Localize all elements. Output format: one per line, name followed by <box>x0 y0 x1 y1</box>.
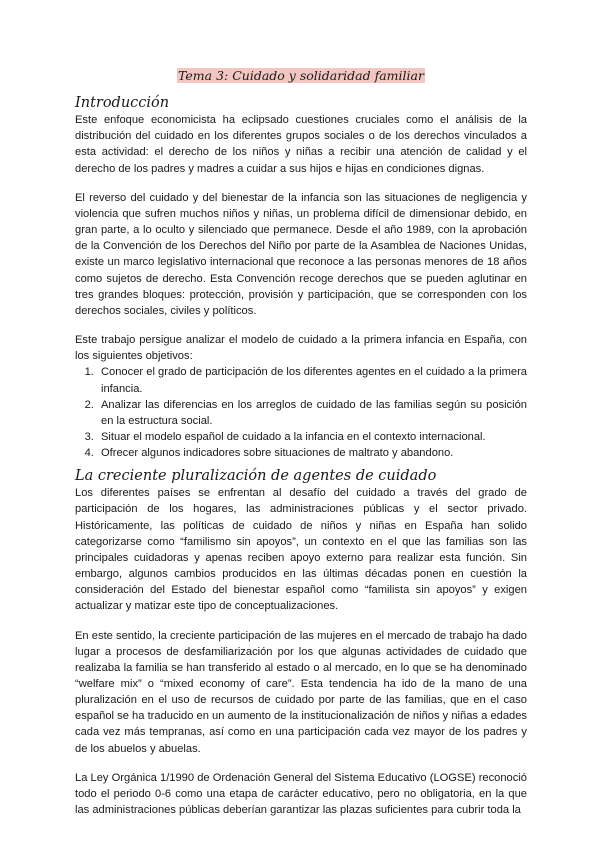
paragraph: Este trabajo persigue analizar el modelo de cuidado a la primera infancia en España, con los siguientes objetivos: <box>75 334 527 363</box>
list-item: 4. Ofrecer algunos indicadores sobre situaciones de maltrato y abandono. <box>97 445 527 461</box>
section-heading: La creciente pluralización de agentes de cuidado <box>75 468 437 485</box>
section-pluralizacion <box>75 467 527 818</box>
objectives-list <box>75 364 527 461</box>
paragraph: En este sentido, la creciente participación de las mujeres en el mercado de trabajo ha dado lugar a procesos de desfamiliarización por los que algunas actividades de cuidado que realizaba la familia se han transferido al estado o al mercado, en lo que se ha denominado “welfare mix” o “mixed economy of care”. Esta tendencia ha ido de la mano de una pluralización en el uso de recursos de cuidado por parte de las familias, que en el caso español se ha traducido en un aumento de la institucionalización de niños y niñas a edades cada vez más tempranas, así como en una participación cada vez mayor de los padres y de los abuelos y abuelas. <box>75 629 527 755</box>
paragraph: La Ley Orgánica 1/1990 de Ordenación General del Sistema Educativo (LOGSE) reconoció todo el periodo 0-6 como una etapa de carácter educativo, pero no obligatoria, en la que las administraciones públicas deberían garantizar las plazas suficientes para cubrir toda la <box>75 771 527 817</box>
section-introduccion <box>75 94 527 461</box>
paragraph: El reverso del cuidado y del bienestar de la infancia son las situaciones de negligencia y violencia que sufren muchos niños y niñas, un problema difícil de dimensionar debido, en gran parte, a lo oculto y silenciado que permanece. Desde el año 1989, con la aprobación de la Convención de los Derechos del Niño por parte de la Asamblea de Naciones Unidas, existe un marco legislativo internacional que reconoce a las personas menores de 18 años como sujetos de derecho. Esta Convención recoge derechos que se pueden aglutinar en tres grandes bloques: protección, provisión y participación, que se corresponden con los derechos sociales, civiles y políticos. <box>75 191 527 317</box>
paragraph: Este enfoque economicista ha eclipsado cuestiones cruciales como el análisis de la distribución del cuidado en los diferentes grupos sociales o de los derechos vinculados a esta actividad: el derecho de los niños y niñas a recibir una atención de calidad y el derecho de los padres y madres a cuidar a sus hijos e hijas en condiciones dignas. <box>75 114 527 175</box>
list-item: 1. Conocer el grado de participación de los diferentes agentes en el cuidado a la primera infancia. <box>97 364 527 396</box>
paragraph: Los diferentes países se enfrentan al desafío del cuidado a través del grado de participación de los hogares, las administraciones públicas y el sector privado. Históricamente, las políticas de cuidado de niños y niñas en España han solido categorizarse como “familismo sin apoyos”, un contexto en el que las familias son las principales cuidadoras y apenas reciben apoyo externo para realizar esta función. Sin embargo, algunos cambios producidos en las últimas décadas ponen en cuestión la consideración del Estado del bienestar español como “familista sin apoyos” y exigen actualizar y matizar este tipo de conceptualizaciones. <box>75 487 527 613</box>
document-page <box>75 68 527 831</box>
list-item: 2. Analizar las diferencias en los arreglos de cuidado de las familias según su posición en la estructura social. <box>97 397 527 429</box>
list-item: 3. Situar el modelo español de cuidado a la infancia en el contexto internacional. <box>97 429 527 445</box>
section-heading: Introducción <box>75 95 170 112</box>
document-title: Tema 3: Cuidado y solidaridad familiar <box>178 68 424 83</box>
